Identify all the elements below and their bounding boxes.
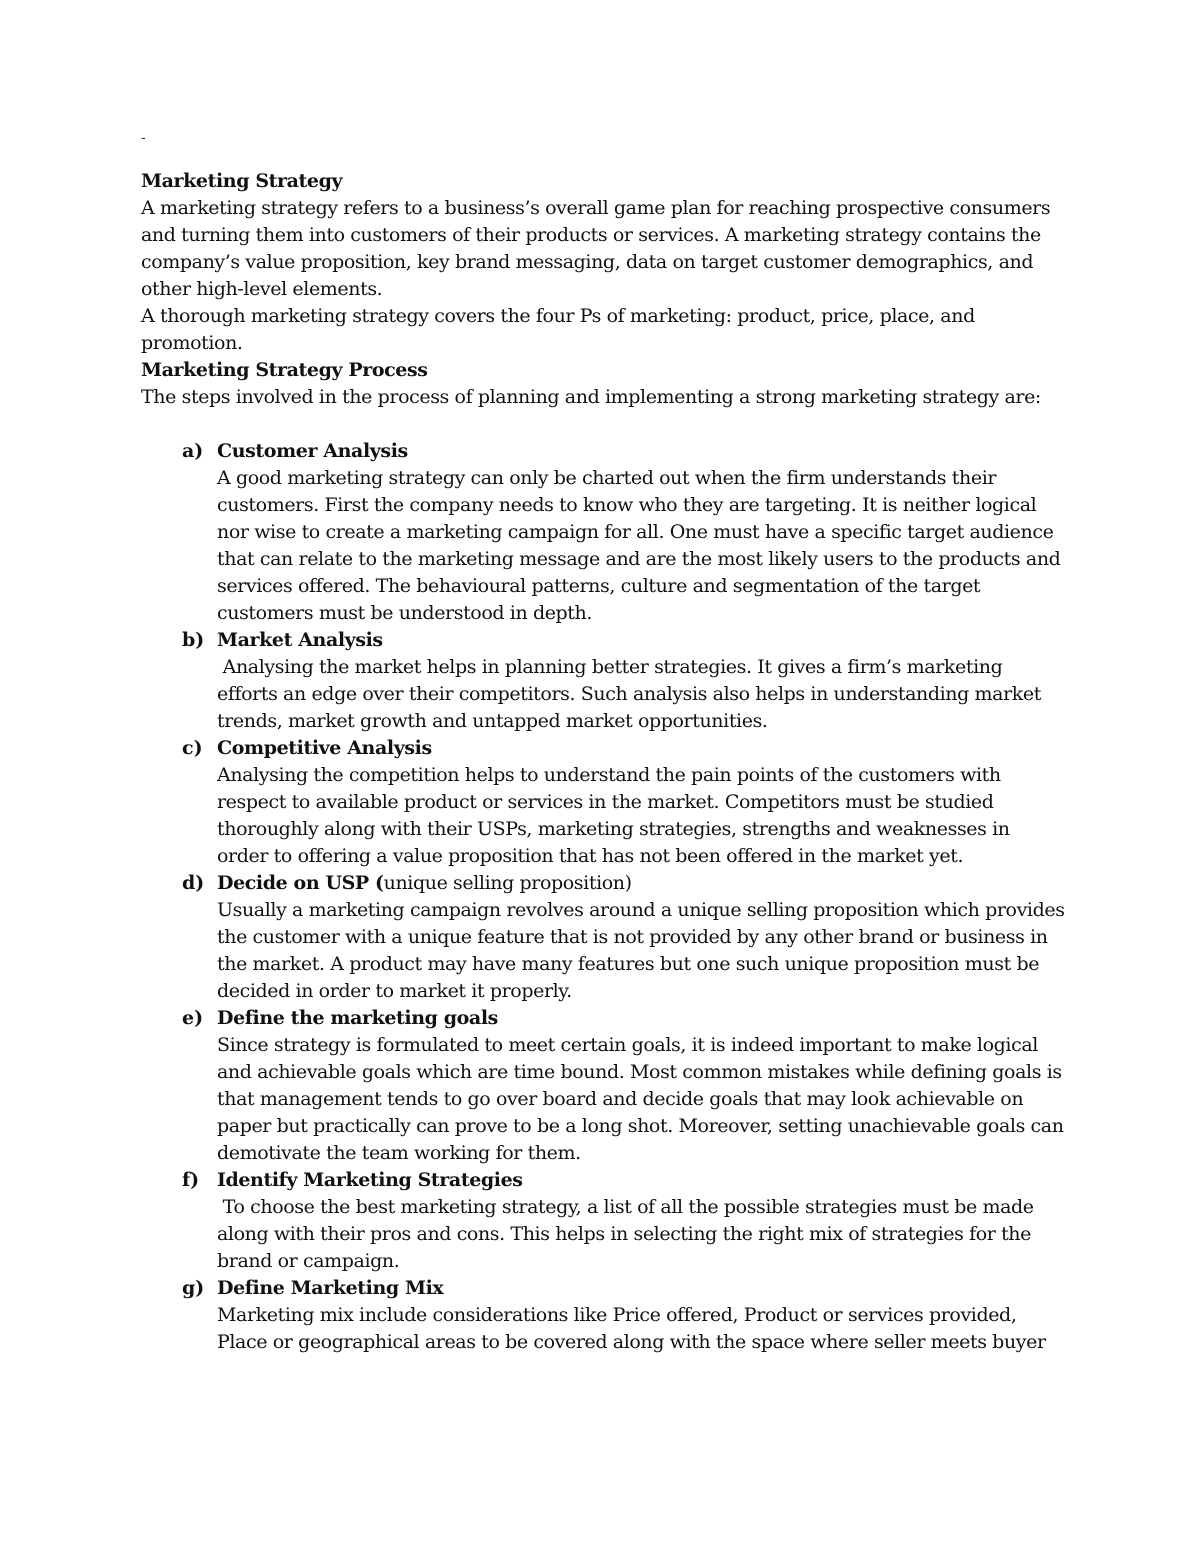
document-title: Marketing Strategy (141, 170, 343, 192)
blank-line (141, 411, 1066, 438)
step-title-bold: Decide on USP ( (217, 872, 384, 894)
list-item (141, 1167, 1066, 1275)
step-title-bold: Define Marketing Mix (217, 1277, 444, 1299)
step-title (217, 1167, 1066, 1194)
step-title (217, 1275, 1066, 1302)
intro-paragraph-2: A thorough marketing strategy covers the four Ps of marketing: product, price, place, and promotion. (141, 305, 975, 354)
step-title-bold: Customer Analysis (217, 440, 408, 462)
step-title-bold: Define the marketing goals (217, 1007, 498, 1029)
list-item (141, 1275, 1066, 1356)
step-body: Since strategy is formulated to meet certain goals, it is indeed important to make logical and achievable goals which are time bound. Most common mistakes while defining goals is that management tends to go over board and decide goals that may look achievable on paper but practically can prove to be a long shot. Moreover, setting unachievable goals can demotivate the team working for them. (217, 1034, 1064, 1164)
document-page (141, 128, 1066, 1356)
list-item (141, 438, 1066, 627)
intro-paragraph-1: A marketing strategy refers to a business’s overall game plan for reaching prospective consumers and turning them into customers of their products or services. A marketing strategy contains the company’s value proposition, key brand messaging, data on target customer demographics, and other high-level elements. (141, 197, 1051, 300)
step-title-suffix: unique selling proposition) (383, 872, 632, 894)
list-marker: a) (182, 440, 204, 462)
step-title (217, 438, 1066, 465)
step-title (217, 1005, 1066, 1032)
top-mark: - (141, 130, 146, 146)
list-item (141, 870, 1066, 1005)
step-body: Usually a marketing campaign revolves around a unique selling proposition which provides the customer with a unique feature that is not provided by any other brand or business in the market. A product may have many features but one such unique proposition must be decided in order to market it properly. (217, 899, 1065, 1002)
step-title-bold: Competitive Analysis (217, 737, 432, 759)
step-title (217, 870, 1066, 897)
list-marker: e) (182, 1007, 204, 1029)
list-item (141, 1005, 1066, 1167)
section-heading-process: Marketing Strategy Process (141, 359, 428, 381)
list-item (141, 735, 1066, 870)
step-body: To choose the best marketing strategy, a list of all the possible strategies must be made along with their pros and cons. This helps in selecting the right mix of strategies for the brand or campaign. (217, 1196, 1040, 1272)
step-title-bold: Market Analysis (217, 629, 383, 651)
list-marker: g) (182, 1277, 205, 1299)
list-item (141, 627, 1066, 735)
step-title (217, 735, 1066, 762)
list-marker: f) (182, 1169, 200, 1191)
step-title-bold: Identify Marketing Strategies (217, 1169, 523, 1191)
step-body: Analysing the market helps in planning better strategies. It gives a firm’s marketing efforts an edge over their competitors. Such analysis also helps in understanding market trends, market growth and untapped market opportunities. (217, 656, 1047, 732)
step-body: A good marketing strategy can only be charted out when the firm understands their customers. First the company needs to know who they are targeting. It is neither logical nor wise to create a marketing campaign for all. One must have a specific target audience that can relate to the marketing message and are the most likely users to the products and services offered. The behavioural patterns, culture and segmentation of the target customers must be understood in depth. (217, 467, 1061, 624)
step-title (217, 627, 1066, 654)
list-marker: c) (182, 737, 203, 759)
list-marker: b) (182, 629, 205, 651)
list-marker: d) (182, 872, 205, 894)
process-steps-list (141, 438, 1066, 1356)
step-body: Marketing mix include considerations like Price offered, Product or services provided, Place or geographical areas to be covered along with the space where seller meets buyer (217, 1304, 1046, 1353)
process-intro: The steps involved in the process of planning and implementing a strong marketing strategy are: (141, 386, 1041, 408)
step-body: Analysing the competition helps to understand the pain points of the customers with respect to available product or services in the market. Competitors must be studied thoroughly along with their USPs, marketing strategies, strengths and weaknesses in order to offering a value proposition that has not been offered in the market yet. (217, 764, 1010, 867)
